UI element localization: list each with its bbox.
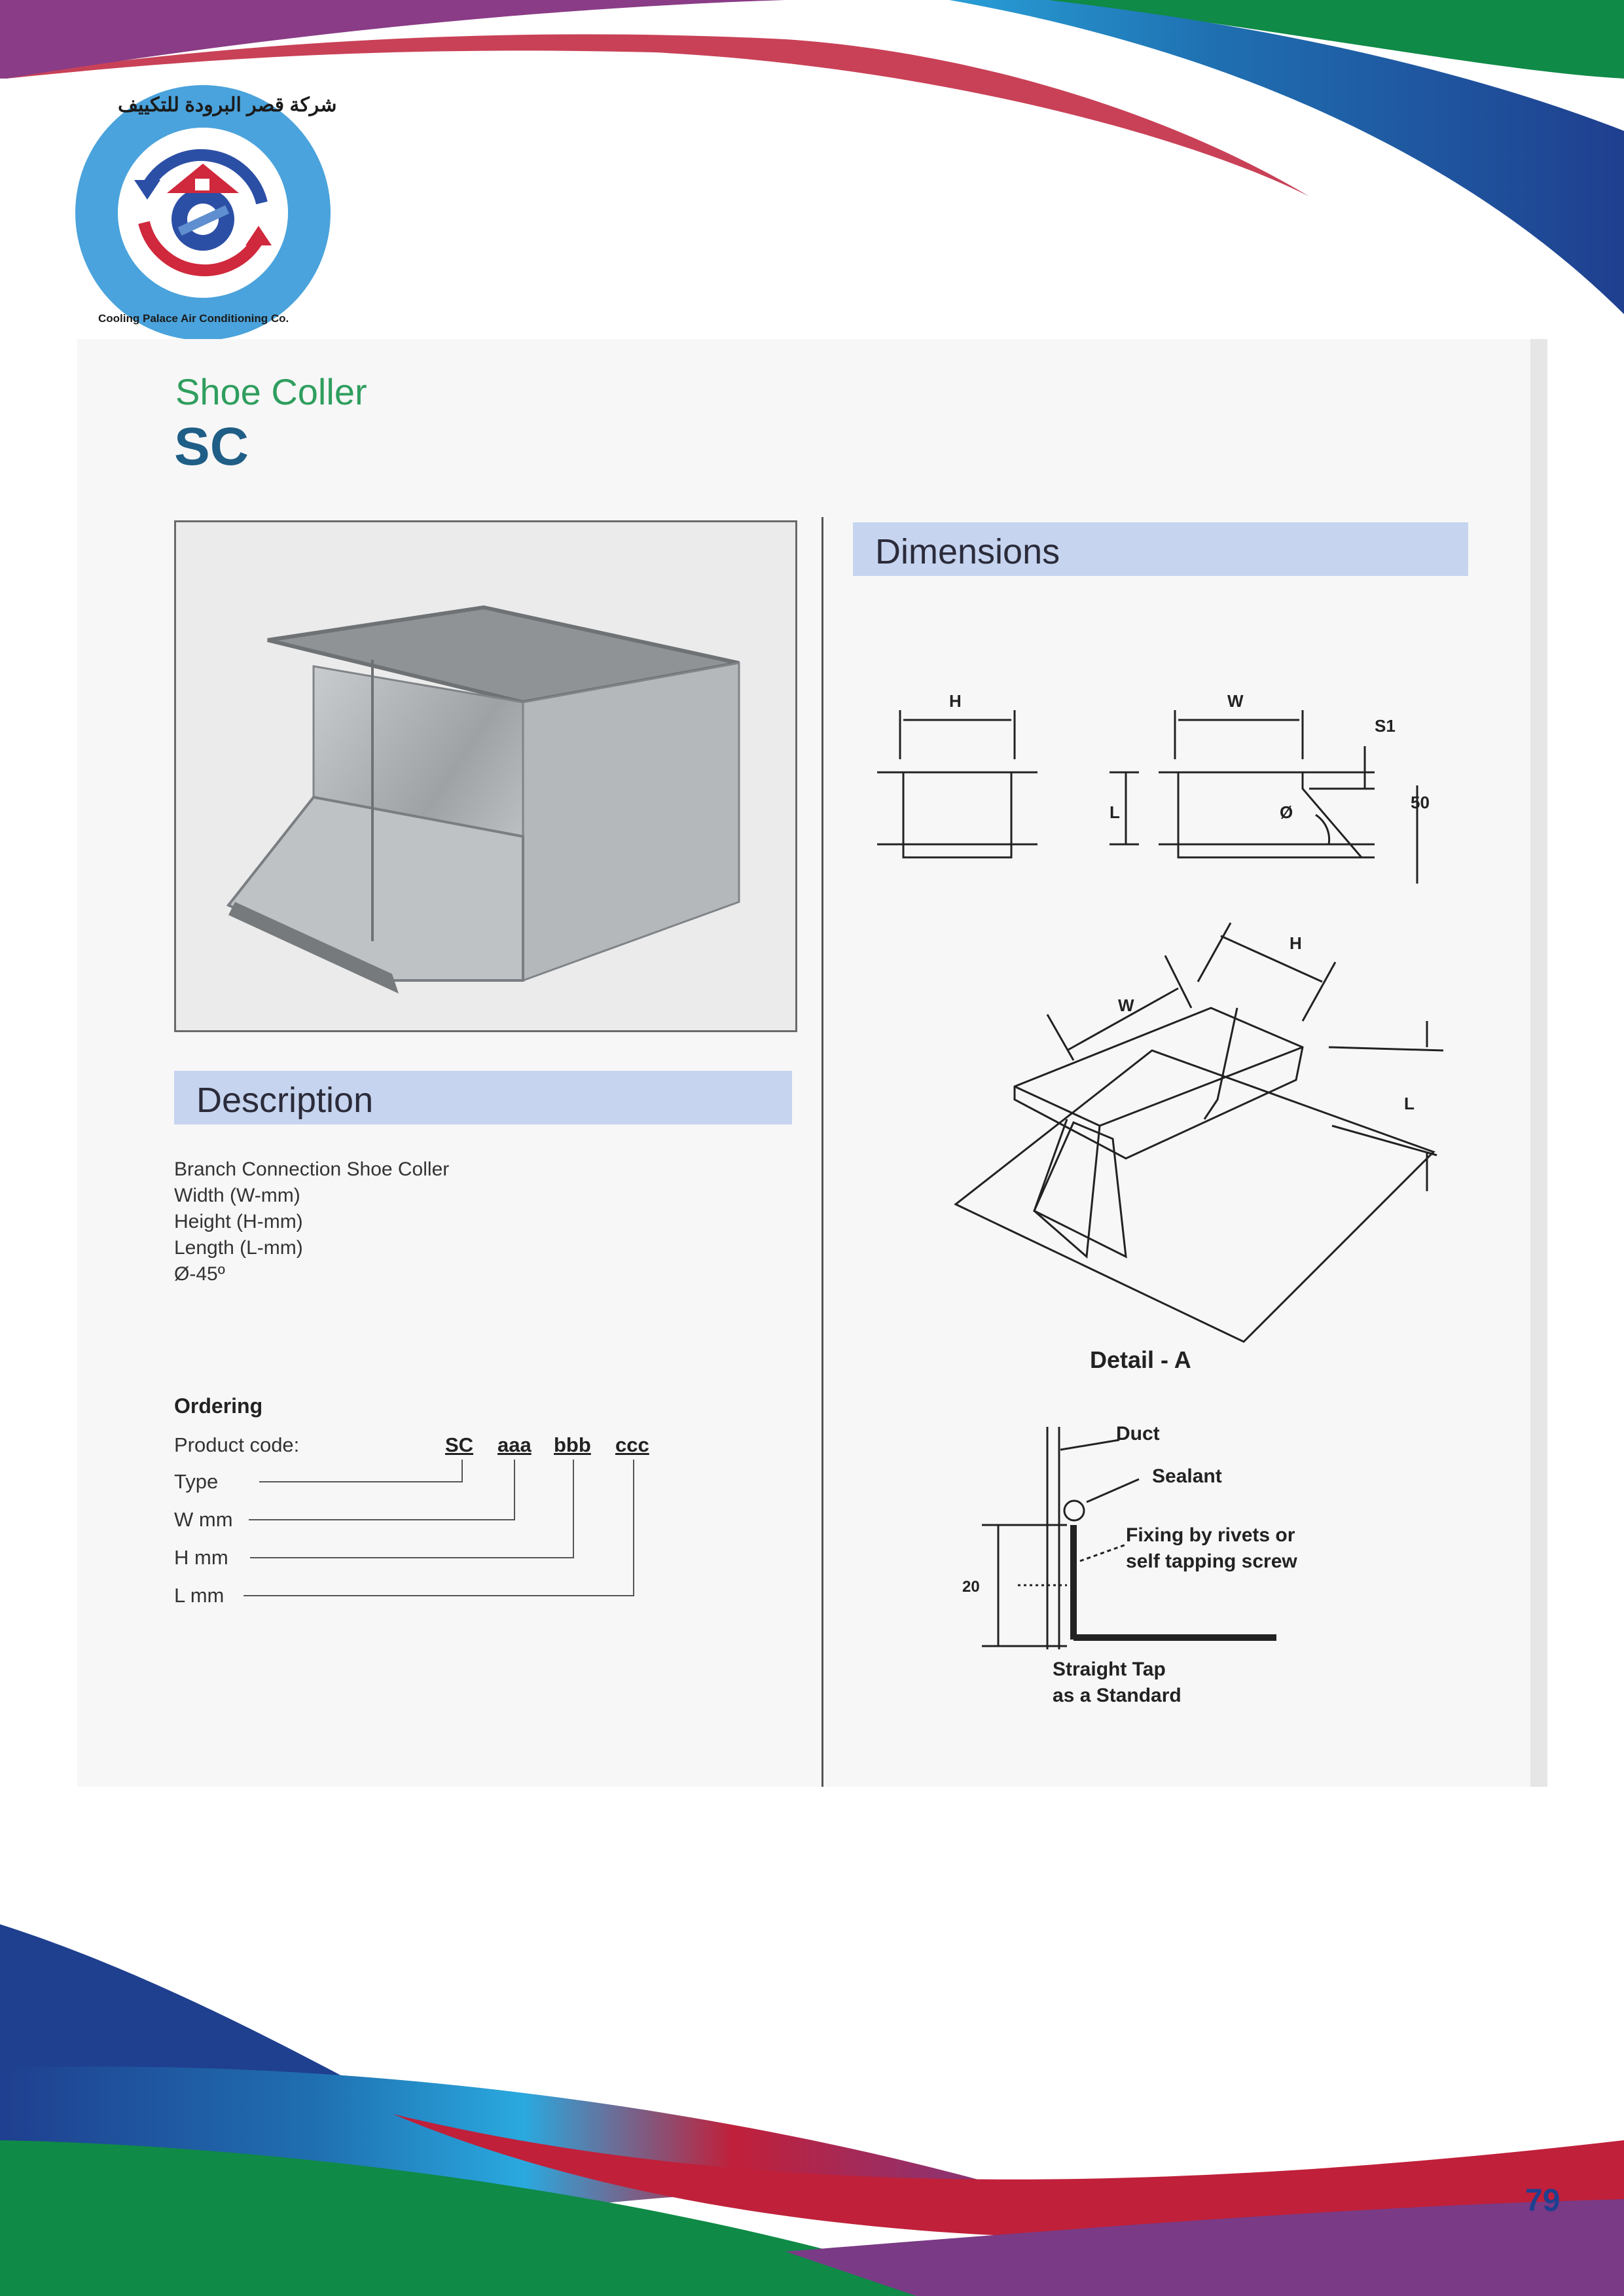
detail-label-sealant: Sealant: [1152, 1465, 1222, 1487]
code-part-type: SC: [445, 1433, 474, 1456]
detail-label-twenty: 20: [962, 1578, 980, 1596]
description-line: Length (L-mm): [174, 1237, 303, 1259]
company-logo: [72, 82, 337, 344]
dim-label-h-iso: H: [1290, 933, 1302, 953]
description-heading: Description: [196, 1081, 374, 1120]
detail-label-straight-2: as a Standard: [1053, 1685, 1182, 1706]
product-code-label: Product code:: [174, 1433, 300, 1456]
description-line: Branch Connection Shoe Coller: [174, 1158, 450, 1180]
logo-text-english: Cooling Palace Air Conditioning Co.: [98, 312, 289, 325]
dim-label-w-side: W: [1227, 691, 1244, 711]
dimension-drawings: [851, 681, 1479, 1728]
ordering-row-length: L mm: [174, 1584, 225, 1607]
dim-label-h-front: H: [949, 691, 962, 711]
code-part-width: aaa: [497, 1433, 532, 1456]
ordering-leader-lines: [174, 1427, 672, 1610]
code-part-height: bbb: [554, 1433, 591, 1456]
dim-label-l-iso: L: [1404, 1094, 1415, 1113]
description-line: Height (H-mm): [174, 1211, 303, 1232]
description-heading-band: [174, 1071, 792, 1124]
dim-label-fifty: 50: [1411, 793, 1430, 812]
page-number: 79: [1525, 2183, 1561, 2218]
detail-label-fixing-1: Fixing by rivets or: [1126, 1524, 1295, 1546]
dimensions-heading: Dimensions: [875, 532, 1060, 571]
ordering-row-height: H mm: [174, 1546, 228, 1569]
ordering-heading: Ordering: [174, 1394, 263, 1418]
detail-label-fixing-2: self tapping screw: [1126, 1551, 1297, 1572]
description-line: Width (W-mm): [174, 1185, 300, 1206]
dimensions-heading-band: [853, 522, 1468, 576]
detail-label-straight-1: Straight Tap: [1053, 1659, 1166, 1680]
dim-label-phi: Ø: [1280, 802, 1293, 822]
isometric-view-drawing: [956, 923, 1443, 1342]
ordering-row-width: W mm: [174, 1508, 233, 1531]
product-photo: [174, 520, 797, 1032]
side-view-drawing: [1110, 710, 1417, 884]
logo-text-arabic: شركة قصر البرودة للتكييف: [118, 94, 337, 116]
front-view-drawing: [877, 710, 1038, 857]
detail-a-title: Detail - A: [1090, 1346, 1191, 1373]
scan-page-edge: [1530, 339, 1547, 1787]
ordering-row-type: Type: [174, 1470, 219, 1493]
description-line: Ø-45º: [174, 1263, 225, 1285]
column-divider: [821, 517, 823, 1787]
dim-label-l-side: L: [1110, 802, 1120, 822]
code-part-length: ccc: [615, 1433, 649, 1456]
product-name: Shoe Coller: [175, 371, 367, 412]
bottom-decorative-waves: [0, 1924, 1624, 2296]
dim-label-w-iso: W: [1118, 996, 1134, 1015]
detail-label-duct: Duct: [1116, 1423, 1160, 1444]
dim-label-s1: S1: [1375, 716, 1396, 736]
product-code: SC: [174, 417, 249, 476]
